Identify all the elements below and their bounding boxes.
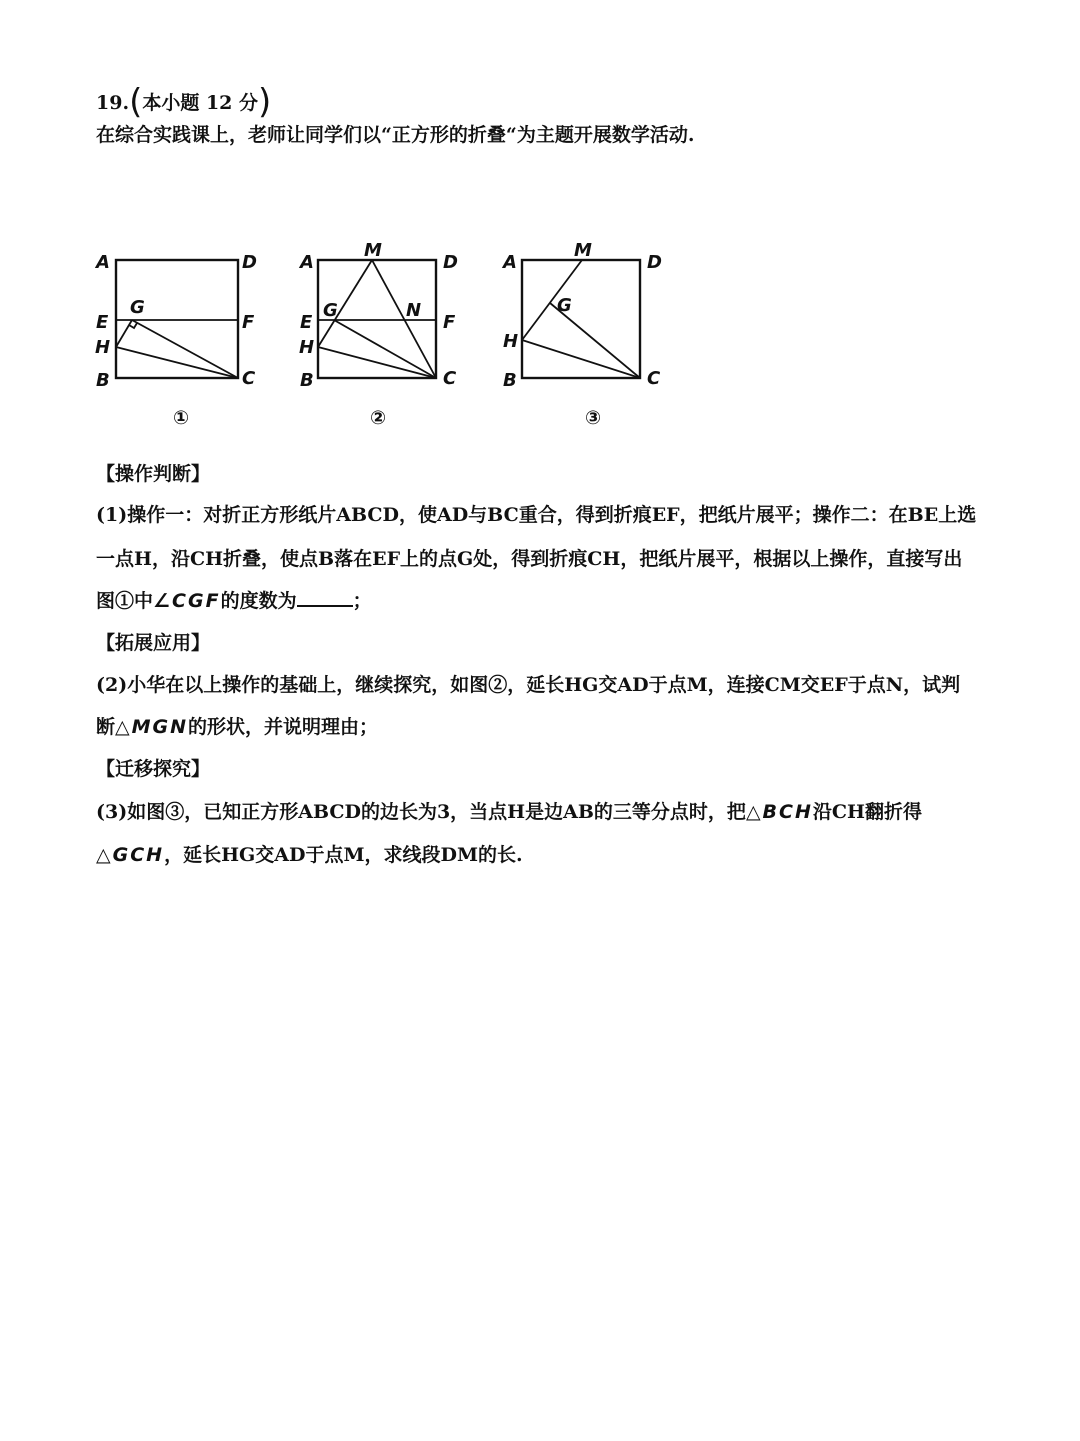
triangle-gch: △GCH xyxy=(96,844,165,866)
label-c-2: C xyxy=(443,368,457,389)
section-1-line-3 xyxy=(96,586,372,613)
segment-hg-1 xyxy=(116,320,132,347)
label-g-2: G xyxy=(323,300,338,321)
label-c-1: C xyxy=(242,368,256,389)
label-n-2: N xyxy=(406,300,422,321)
triangle-bch: △BCH xyxy=(745,801,813,823)
label-c-3: C xyxy=(647,368,661,389)
crease-hc-3 xyxy=(522,340,640,378)
section-1-line-2: 一点H，沿CH折叠，使点B落在EF上的点G处，得到折痕CH，把纸片展平，根据以上操作，直接写出 xyxy=(96,548,963,570)
label-h-1: H xyxy=(95,337,111,358)
label-g-1: G xyxy=(130,297,145,318)
open-paren: ( xyxy=(129,82,143,122)
figure-number-1: ① xyxy=(173,407,190,429)
label-f-2: F xyxy=(443,312,456,333)
label-e-1: E xyxy=(96,312,109,333)
label-b-1: B xyxy=(96,370,110,391)
section-2-line-2 xyxy=(96,712,378,739)
label-e-2: E xyxy=(300,312,313,333)
label-b-3: B xyxy=(503,370,517,391)
segment-hm-3 xyxy=(522,260,582,340)
label-a-2: A xyxy=(300,252,314,273)
label-d-1: D xyxy=(242,252,257,273)
label-d-2: D xyxy=(443,252,458,273)
section-3-line-1-prefix: (3)如图③，已知正方形ABCD的边长为3，当点H是边AB的三等分点时，把 xyxy=(96,801,746,823)
section-3-line-1 xyxy=(96,797,922,824)
crease-hc-1 xyxy=(116,347,238,378)
question-number: 19. xyxy=(96,92,130,114)
label-f-1: F xyxy=(242,312,255,333)
section-2-heading: 【拓展应用】 xyxy=(96,632,211,654)
close-paren: ) xyxy=(258,82,272,122)
section-1-line-3-mid: 的度数为 xyxy=(220,590,297,612)
label-a-1: A xyxy=(96,252,110,273)
question-intro: 在综合实践课上，老师让同学们以“正方形的折叠“为主题开展数学活动. xyxy=(96,124,695,146)
segment-gc-1 xyxy=(132,320,238,378)
figure-number-3: ③ xyxy=(585,407,602,429)
section-3-line-1-suffix: 沿CH翻折得 xyxy=(812,801,922,823)
label-b-2: B xyxy=(300,370,314,391)
section-3-heading: 【迁移探究】 xyxy=(96,758,211,780)
label-a-3: A xyxy=(503,252,517,273)
figure-1 xyxy=(94,252,257,429)
section-1-heading: 【操作判断】 xyxy=(96,463,211,485)
section-2-line-2-prefix: 断 xyxy=(96,716,116,738)
triangle-mgn: △MGN xyxy=(115,716,189,738)
section-2-line-2-suffix: 的形状，并说明理由； xyxy=(188,716,379,738)
section-3-line-2-suffix: ，延长HG交AD于点M，求线段DM的长. xyxy=(164,844,523,866)
section-3-line-2 xyxy=(96,840,523,867)
section-1-line-3-end: ； xyxy=(352,590,372,612)
square-abcd-1 xyxy=(116,260,238,378)
label-h-2: H xyxy=(299,337,315,358)
answer-blank xyxy=(297,587,353,607)
label-m-3: M xyxy=(574,240,592,261)
question-points: 本小题 12 分 xyxy=(142,92,258,114)
label-h-3: H xyxy=(503,331,519,352)
figure-2 xyxy=(298,240,458,429)
figure-number-2: ② xyxy=(370,407,387,429)
label-m-2: M xyxy=(364,240,382,261)
crease-hc-2 xyxy=(318,347,436,378)
section-1-line-1: (1)操作一：对折正方形纸片ABCD，使AD与BC重合，得到折痕EF，把纸片展平；操作二：在BE上选 xyxy=(96,504,977,526)
square-abcd-3 xyxy=(522,260,640,378)
section-2-line-1: (2)小华在以上操作的基础上，继续探究，如图②，延长HG交AD于点M，连接CM交EF于点N，试判 xyxy=(96,674,961,696)
label-d-3: D xyxy=(647,252,662,273)
geometry-figures xyxy=(0,0,1080,440)
angle-cgf: ∠CGF xyxy=(153,590,221,612)
label-g-3: G xyxy=(557,295,572,316)
figure-3 xyxy=(501,240,662,429)
section-1-line-3-prefix: 图①中 xyxy=(96,590,154,612)
